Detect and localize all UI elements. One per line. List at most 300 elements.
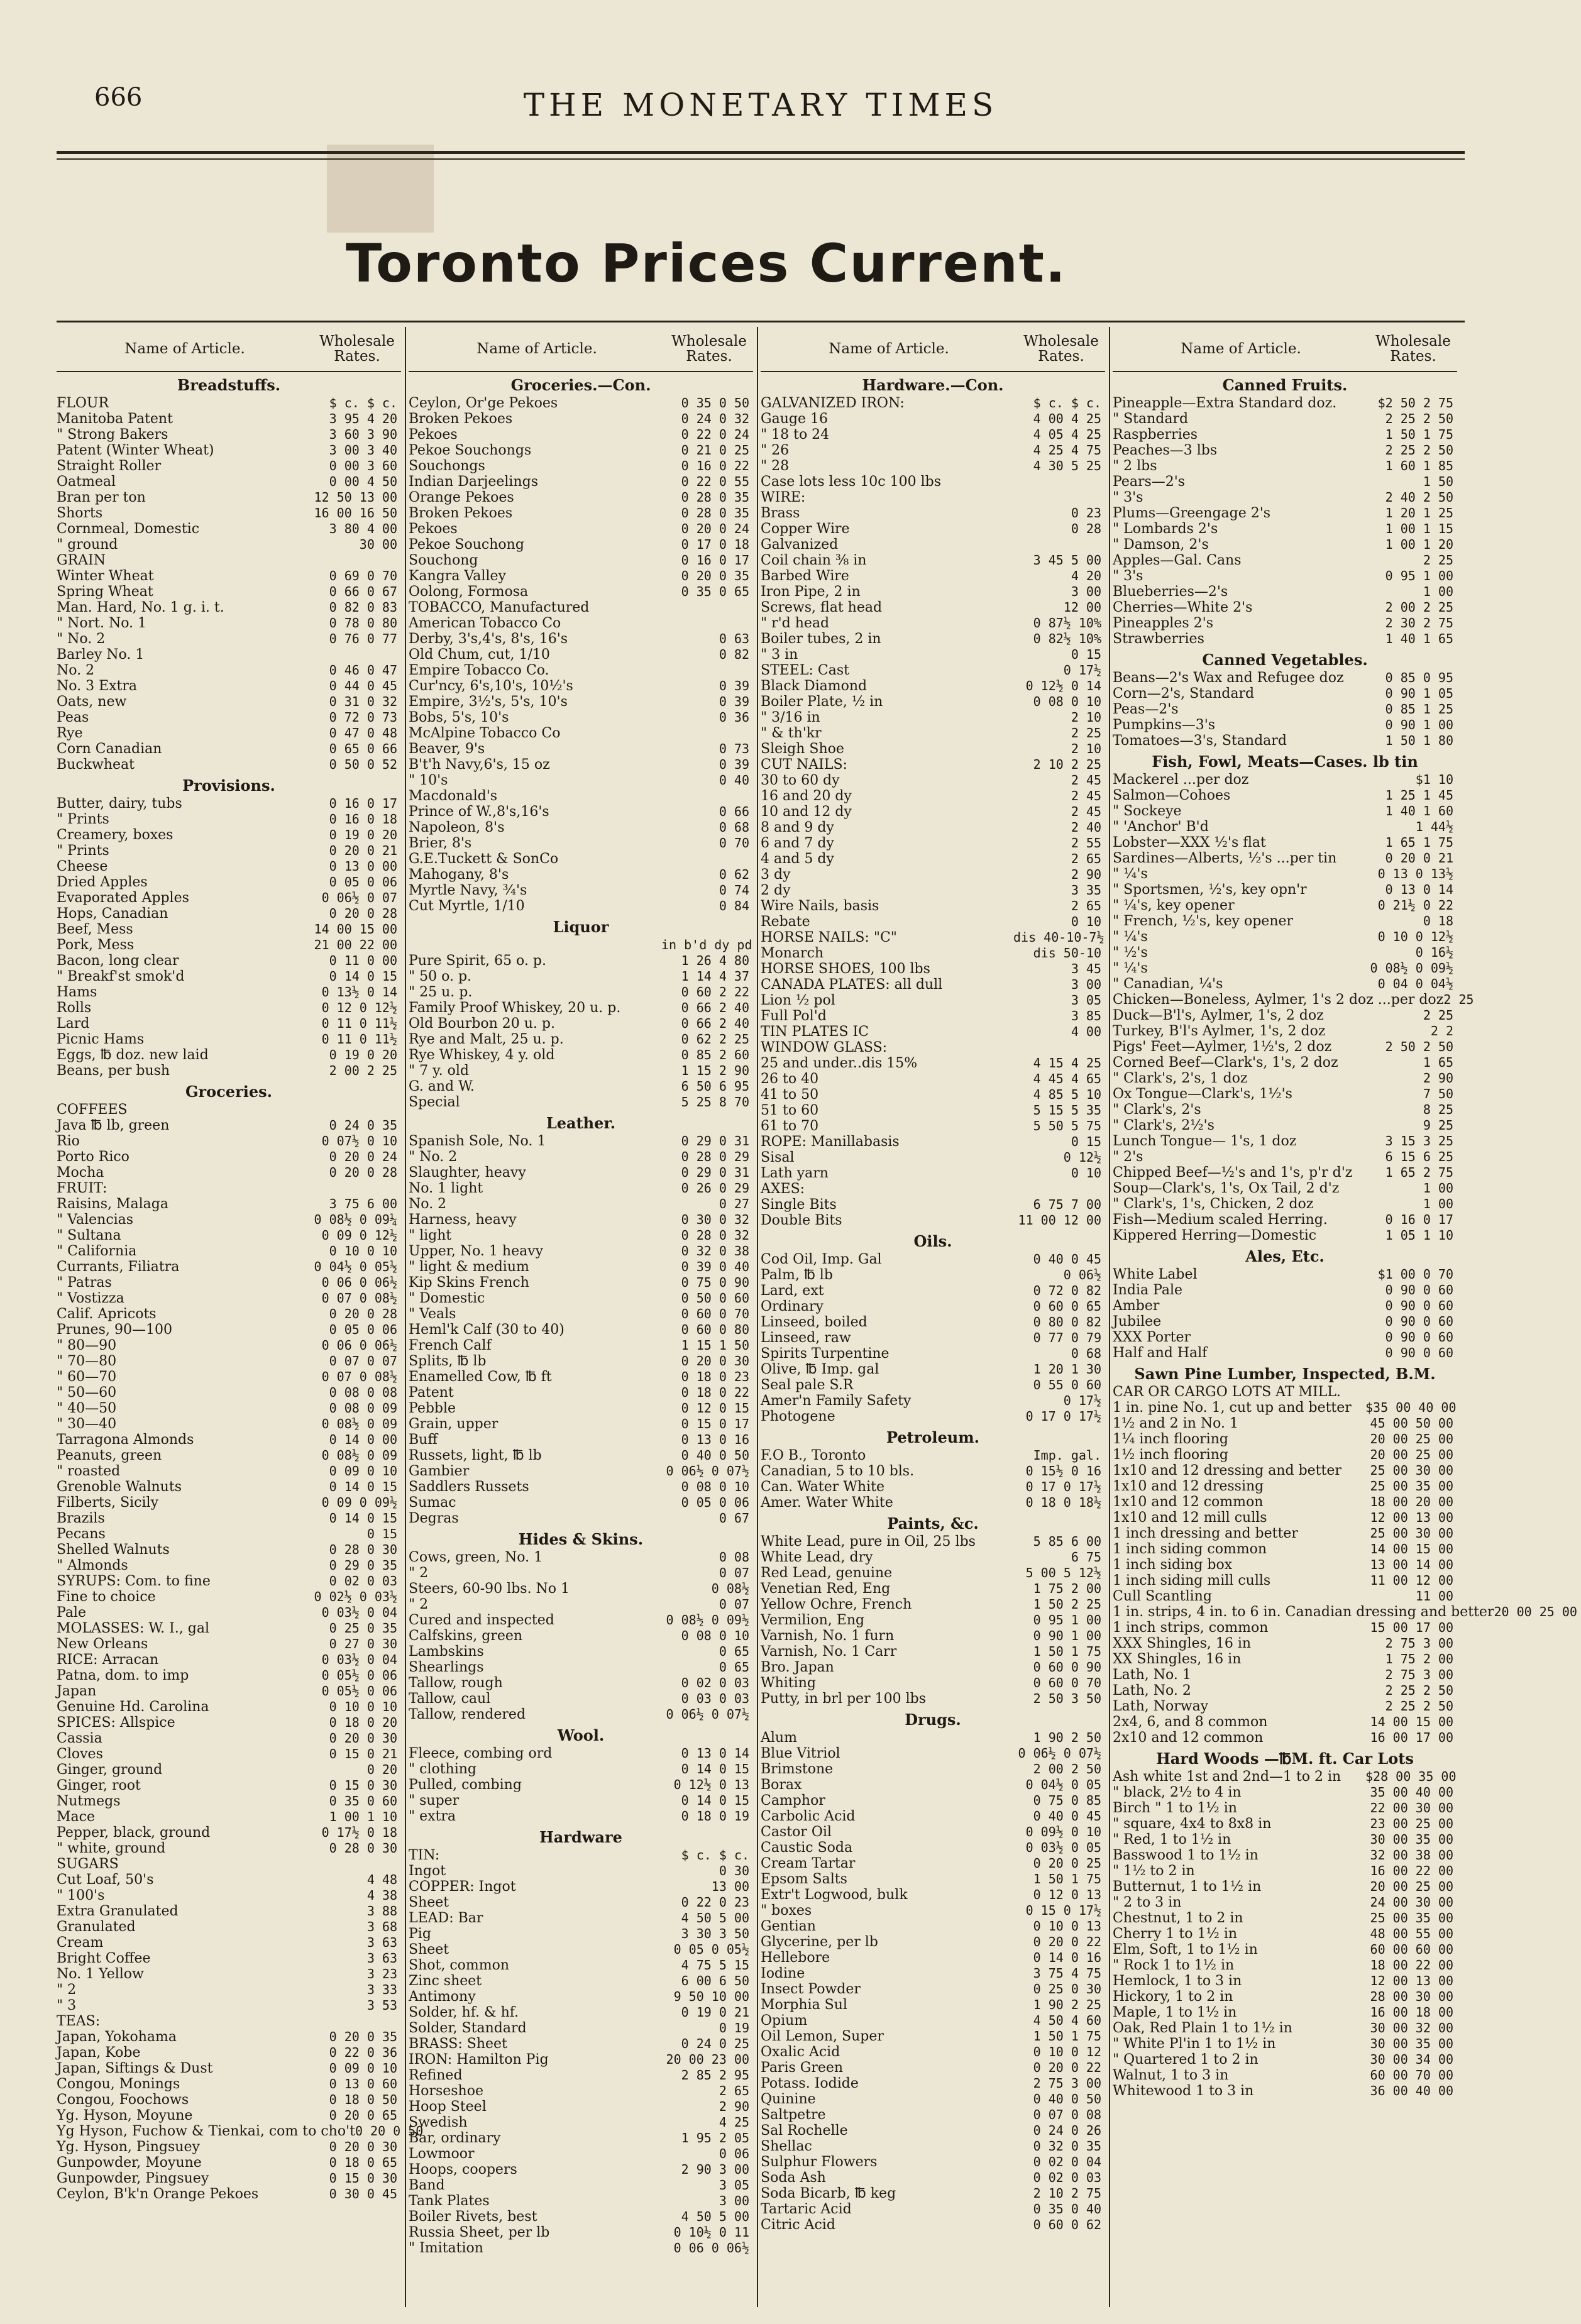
price-row xyxy=(57,1032,401,1047)
price-row xyxy=(57,937,401,953)
column-divider xyxy=(405,327,406,2307)
article-name: Basswood 1 to 1½ in xyxy=(1113,1848,1259,1863)
article-name: Beaver, 9's xyxy=(409,741,485,757)
article-name: Eggs, ℔ doz. new laid xyxy=(57,1047,209,1063)
price-row xyxy=(57,1621,401,1636)
article-name: TIN: xyxy=(409,1848,440,1863)
article-name: 1 inch dressing and better xyxy=(1113,1526,1298,1541)
price-row xyxy=(761,1903,1105,1919)
article-name: Barbed Wire xyxy=(761,568,849,584)
article-name: Single Bits xyxy=(761,1197,837,1213)
column-header xyxy=(1113,327,1457,372)
article-name: Sheet xyxy=(409,1895,449,1910)
column-divider xyxy=(1109,327,1110,2307)
price-row xyxy=(409,1259,753,1275)
wholesale-rate: 0 18 0 23 xyxy=(681,1369,749,1384)
wholesale-rate: 13 00 14 00 xyxy=(1370,1557,1453,1572)
price-row xyxy=(409,615,753,631)
price-row xyxy=(761,1997,1105,2013)
wholesale-rate: 25 00 30 00 xyxy=(1370,1526,1453,1541)
price-row xyxy=(57,1888,401,1903)
article-name: " Clark's, 2½'s xyxy=(1113,1118,1215,1133)
wholesale-rate: 0 28 0 30 xyxy=(329,1841,397,1856)
wholesale-rate: 0 39 xyxy=(719,678,749,693)
wholesale-rate: 1 75 2 00 xyxy=(1033,1581,1101,1596)
wholesale-rate: 0 35 0 50 xyxy=(681,395,749,410)
wholesale-rate: 0 06 0 06½ xyxy=(321,1275,397,1290)
article-name: Gambier xyxy=(409,1463,470,1479)
wholesale-rate: 0 28 0 29 xyxy=(681,1149,749,1164)
price-row xyxy=(409,883,753,898)
wholesale-rate: 24 00 30 00 xyxy=(1370,1895,1453,1910)
price-row xyxy=(1113,1895,1457,1910)
price-row xyxy=(409,1133,753,1149)
price-row xyxy=(57,1063,401,1079)
wholesale-rate: 1 05 1 10 xyxy=(1385,1228,1453,1243)
wholesale-rate: 4 75 5 15 xyxy=(681,1958,749,1973)
price-row xyxy=(761,2217,1105,2233)
price-row xyxy=(57,2155,401,2171)
price-row xyxy=(57,890,401,906)
wholesale-rate: 1 65 xyxy=(1423,1055,1453,1070)
wholesale-rate: 0 07 0 08 xyxy=(1033,2107,1101,2122)
wholesale-rate: 0 16 0 18 xyxy=(329,812,397,827)
wholesale-rate: 0 20 0 35 xyxy=(329,2029,397,2044)
wholesale-rate: 25 00 30 00 xyxy=(1370,1463,1453,1478)
wholesale-rate: 0 09 0 12½ xyxy=(321,1228,397,1243)
price-row xyxy=(409,1863,753,1879)
price-row xyxy=(57,1998,401,2013)
wholesale-rate: 0 05 0 06 xyxy=(681,1495,749,1510)
wholesale-rate: 3 45 xyxy=(1071,961,1101,976)
wholesale-rate: 2 2 xyxy=(1430,1023,1453,1038)
price-row xyxy=(1113,1008,1457,1023)
wholesale-rate: 0 05 0 05½ xyxy=(673,1942,749,1957)
article-name: Boiler tubes, 2 in xyxy=(761,631,881,647)
wholesale-rate: 0 14 0 16 xyxy=(1033,1950,1101,1965)
price-row xyxy=(761,1919,1105,1934)
wholesale-rate: 0 15 0 17 xyxy=(681,1416,749,1431)
wholesale-rate: 0 05 0 06 xyxy=(329,1322,397,1337)
article-name: Hickory, 1 to 2 in xyxy=(1113,1989,1233,2005)
wholesale-rate: 0 40 xyxy=(719,773,749,788)
article-name: 2x10 and 12 common xyxy=(1113,1730,1264,1746)
article-name: Broken Pekoes xyxy=(409,505,513,521)
article-name: Wire Nails, basis xyxy=(761,898,879,914)
price-row xyxy=(409,1000,753,1016)
article-name: Old Bourbon 20 u. p. xyxy=(409,1016,555,1032)
wholesale-rate: 0 06 0 06½ xyxy=(321,1338,397,1353)
article-name: Hoops, coopers xyxy=(409,2162,517,2178)
price-row xyxy=(57,1196,401,1212)
price-row xyxy=(1113,803,1457,819)
wholesale-rate: 3 85 xyxy=(1071,1008,1101,1023)
article-name: Filberts, Sicily xyxy=(57,1495,159,1511)
wholesale-rate: 3 88 xyxy=(366,1903,397,1919)
article-name: Calif. Apricots xyxy=(57,1306,157,1322)
price-row xyxy=(761,788,1105,804)
wholesale-rate: 0 07 0 08½ xyxy=(321,1291,397,1306)
price-row xyxy=(761,1024,1105,1040)
price-row xyxy=(409,1079,753,1094)
price-row xyxy=(57,1133,401,1149)
wholesale-rate: 12 00 xyxy=(1063,600,1101,615)
article-name: Pebble xyxy=(409,1401,456,1416)
article-name: Peas xyxy=(57,710,89,725)
price-row xyxy=(57,1872,401,1888)
wholesale-rate: 2 10 xyxy=(1071,741,1101,756)
wholesale-rate: 0 35 0 60 xyxy=(329,1793,397,1809)
price-row xyxy=(57,1212,401,1228)
price-row xyxy=(1113,1910,1457,1926)
wholesale-rate: 0 07½ 0 10 xyxy=(321,1133,397,1148)
price-row xyxy=(409,757,753,773)
article-name: Full Pol'd xyxy=(761,1008,827,1024)
price-row xyxy=(1113,1573,1457,1589)
wholesale-rate: 20 00 25 00 xyxy=(1494,1604,1577,1619)
price-row xyxy=(761,2091,1105,2107)
price-row xyxy=(409,1675,753,1691)
wholesale-rate: 0 15 0 21 xyxy=(329,1746,397,1761)
price-row xyxy=(57,1951,401,1966)
price-row xyxy=(409,2052,753,2068)
price-row xyxy=(409,1291,753,1306)
article-name: Seal pale S.R xyxy=(761,1377,854,1393)
wholesale-rate: 3 30 3 50 xyxy=(681,1926,749,1941)
article-name: 1 inch strips, common xyxy=(1113,1620,1269,1636)
wholesale-rate: 0 32 0 35 xyxy=(1033,2139,1101,2154)
article-name: 1½ inch flooring xyxy=(1113,1447,1228,1463)
article-name: Chicken—Boneless, Aylmer, 1's 2 doz ...per doz xyxy=(1113,992,1444,1008)
title-rule xyxy=(57,321,1465,322)
price-row xyxy=(409,1243,753,1259)
article-name: 61 to 70 xyxy=(761,1118,819,1134)
price-row xyxy=(57,1982,401,1998)
wholesale-rate: 1 50 1 80 xyxy=(1385,733,1453,748)
article-name: " ¼'s xyxy=(1113,866,1148,882)
price-row xyxy=(761,1071,1105,1087)
price-row xyxy=(57,710,401,725)
wholesale-rate: 0 10 0 12½ xyxy=(1377,929,1453,944)
article-name: Varnish, No. 1 Carr xyxy=(761,1644,897,1660)
article-name: " super xyxy=(409,1793,460,1809)
wholesale-rate: 0 20 0 24 xyxy=(329,1149,397,1164)
article-name: 1x10 and 12 dressing xyxy=(1113,1479,1264,1494)
article-name: Oats, new xyxy=(57,694,127,710)
article-name: HORSE NAILS: "C" xyxy=(761,930,897,945)
price-row xyxy=(1113,1651,1457,1667)
wholesale-rate: 0 84 xyxy=(719,898,749,913)
price-row xyxy=(409,2178,753,2193)
article-name: Pineapples 2's xyxy=(1113,615,1213,631)
wholesale-rate: 0 04½ 0 05½ xyxy=(314,1259,397,1274)
article-name: 51 to 60 xyxy=(761,1103,819,1118)
article-name: Picnic Hams xyxy=(57,1032,145,1047)
wholesale-rate: 0 13 0 00 xyxy=(329,859,397,874)
wholesale-rate: 0 95 1 00 xyxy=(1385,568,1453,583)
wholesale-rate: 0 20 0 22 xyxy=(1033,1934,1101,1949)
article-name: " extra xyxy=(409,1809,456,1824)
wholesale-rate: 0 66 2 40 xyxy=(681,1000,749,1015)
article-name: Butter, dairy, tubs xyxy=(57,796,182,812)
article-name: " 70—80 xyxy=(57,1353,117,1369)
article-name: Steers, 60-90 lbs. No 1 xyxy=(409,1581,570,1597)
price-row xyxy=(1113,2083,1457,2099)
article-name: " Clark's, 2's, 1 doz xyxy=(1113,1071,1248,1086)
article-name: Lard, ext xyxy=(761,1283,824,1299)
price-row xyxy=(409,647,753,663)
wholesale-rates-header: Wholesale Rates. xyxy=(1023,333,1099,365)
article-name: Japan, Yokohama xyxy=(57,2029,177,2045)
article-name: Barley No. 1 xyxy=(57,647,145,663)
wholesale-rate: 2 75 3 00 xyxy=(1033,2076,1101,2091)
article-name: Raspberries xyxy=(1113,427,1198,443)
wholesale-rate: 0 07 xyxy=(719,1565,749,1580)
price-row xyxy=(761,1267,1105,1283)
article-name: Ingot xyxy=(409,1863,446,1879)
article-name: Cheese xyxy=(57,859,108,874)
price-row xyxy=(1113,1730,1457,1746)
wholesale-rate: 0 18 0 50 xyxy=(329,2092,397,2107)
article-name: Raisins, Malaga xyxy=(57,1196,168,1212)
wholesale-rate: 0 17 0 17½ xyxy=(1025,1479,1101,1494)
article-name: " 50—60 xyxy=(57,1385,117,1401)
price-row xyxy=(761,1134,1105,1150)
wholesale-rate: dis 50-10 xyxy=(1033,945,1101,961)
price-row xyxy=(57,1338,401,1353)
wholesale-rate: 3 15 3 25 xyxy=(1385,1133,1453,1148)
price-row xyxy=(57,969,401,984)
wholesale-rate: 30 00 32 00 xyxy=(1370,2020,1453,2035)
article-name: " No. 2 xyxy=(57,631,106,647)
article-name: Lath yarn xyxy=(761,1165,829,1181)
wholesale-rate: $1 10 xyxy=(1415,772,1453,787)
article-name: Carbolic Acid xyxy=(761,1809,856,1824)
wholesale-rate: 0 11 0 00 xyxy=(329,953,397,968)
article-name: Tartaric Acid xyxy=(761,2201,852,2217)
article-name: Cured and inspected xyxy=(409,1612,554,1628)
article-name: Coil chain ⅜ in xyxy=(761,553,867,568)
wholesale-rate: 0 20 xyxy=(366,1762,397,1777)
article-name: Saddlers Russets xyxy=(409,1479,529,1495)
price-row xyxy=(1113,1958,1457,1973)
price-row xyxy=(761,1495,1105,1511)
wholesale-rate: 0 82 xyxy=(719,647,749,662)
price-row xyxy=(409,2115,753,2130)
price-row xyxy=(761,1165,1105,1181)
article-name: Splits, ℔ lb xyxy=(409,1353,487,1369)
wholesale-rate: 0 60 0 62 xyxy=(1033,2217,1101,2232)
wholesale-rate: 3 60 3 90 xyxy=(329,427,397,442)
wholesale-rate: 1 50 2 25 xyxy=(1033,1597,1101,1612)
article-name: " Canadian, ¼'s xyxy=(1113,976,1223,992)
article-name: Salmon—Cohoes xyxy=(1113,788,1231,803)
wholesale-rate: 0 28 0 30 xyxy=(329,1542,397,1557)
article-name: Pekoe Souchongs xyxy=(409,443,532,458)
price-row xyxy=(57,1291,401,1306)
wholesale-rate: 2 55 xyxy=(1071,835,1101,851)
price-row xyxy=(57,663,401,678)
wholesale-rate: 0 24 0 32 xyxy=(681,411,749,426)
article-name: Yellow Ochre, French xyxy=(761,1597,912,1612)
price-row xyxy=(57,1636,401,1652)
article-name: New Orleans xyxy=(57,1636,148,1652)
wholesale-rate: 0 39 xyxy=(719,694,749,709)
article-name: Ceylon, B'k'n Orange Pekoes xyxy=(57,2186,259,2202)
article-name: " black, 2½ to 4 in xyxy=(1113,1785,1242,1800)
wholesale-rate: 0 85 0 95 xyxy=(1385,670,1453,685)
price-row xyxy=(409,1989,753,2005)
wholesale-rate xyxy=(661,615,753,631)
wholesale-rate: 0 70 xyxy=(719,835,749,851)
wholesale-rate: 0 03½ 0 05 xyxy=(1025,1840,1101,1855)
price-row xyxy=(57,1306,401,1322)
wholesale-rate: 20 00 25 00 xyxy=(1370,1879,1453,1894)
price-row xyxy=(57,1181,401,1196)
article-name: Shearlings xyxy=(409,1660,484,1675)
article-name: " ¼'s xyxy=(1113,961,1148,976)
price-row xyxy=(57,1856,401,1872)
price-row xyxy=(409,1777,753,1793)
article-name: Screws, flat head xyxy=(761,600,883,615)
price-row xyxy=(761,1824,1105,1840)
price-row xyxy=(57,553,401,568)
article-name: 2 dy xyxy=(761,883,791,898)
wholesale-rate: 0 76 0 77 xyxy=(329,631,397,646)
wholesale-rate: 2 00 2 25 xyxy=(1385,600,1453,615)
wholesale-rate: 0 82½ 10% xyxy=(1033,631,1101,646)
section-title: Drugs. xyxy=(905,1710,961,1729)
article-name: Rolls xyxy=(57,1000,92,1016)
wholesale-rate: 0 04 0 04½ xyxy=(1377,976,1453,991)
article-name: Fleece, combing ord xyxy=(409,1746,553,1761)
article-name: Potass. Iodide xyxy=(761,2076,859,2091)
article-name: Chipped Beef—½'s and 1's, p'r d'z xyxy=(1113,1165,1353,1181)
article-name: Hemlock, 1 to 3 in xyxy=(1113,1973,1242,1989)
price-row xyxy=(761,2044,1105,2060)
price-row xyxy=(1113,1228,1457,1243)
wholesale-rate: 0 90 1 00 xyxy=(1033,1628,1101,1643)
wholesale-rate: 4 85 5 10 xyxy=(1033,1087,1101,1102)
price-row xyxy=(761,521,1105,537)
wholesale-rate: 2 10 xyxy=(1071,710,1101,725)
article-name: Cornmeal, Domestic xyxy=(57,521,200,537)
wholesale-rates-header: Wholesale Rates. xyxy=(319,333,395,365)
wholesale-rate: 0 08 0 10 xyxy=(681,1628,749,1643)
article-name: White Lead, pure in Oil, 25 lbs xyxy=(761,1534,976,1550)
article-name: Epsom Salts xyxy=(761,1871,847,1887)
price-row xyxy=(409,820,753,835)
price-row xyxy=(1113,1400,1457,1416)
price-row xyxy=(761,600,1105,615)
wholesale-rate: 1 00 1 15 xyxy=(1385,521,1453,536)
price-row xyxy=(1113,1314,1457,1330)
article-name: Rye xyxy=(57,725,83,741)
article-name: Galvanized xyxy=(761,537,839,553)
article-name: Pumpkins—3's xyxy=(1113,717,1216,733)
price-row xyxy=(57,1511,401,1526)
price-row xyxy=(1113,490,1457,505)
article-name: Palm, ℔ lb xyxy=(761,1267,833,1283)
wholesale-rate xyxy=(661,851,753,867)
price-row xyxy=(761,898,1105,914)
price-row xyxy=(1113,1832,1457,1848)
article-name: Refined xyxy=(409,2068,463,2083)
wholesale-rate: 2 10 2 25 xyxy=(1033,757,1101,772)
price-row xyxy=(57,1495,401,1511)
article-name: " Strong Bakers xyxy=(57,427,168,443)
price-row xyxy=(57,1542,401,1558)
wholesale-rate: 2 25 2 50 xyxy=(1385,411,1453,426)
article-name: COPPER: Ingot xyxy=(409,1879,516,1895)
article-name: Solder, Standard xyxy=(409,2020,527,2036)
article-name: Peaches—3 lbs xyxy=(1113,443,1218,458)
article-name: 10 and 12 dy xyxy=(761,804,852,820)
wholesale-rate: 60 00 60 00 xyxy=(1370,1942,1453,1957)
article-name: Walnut, 1 to 3 in xyxy=(1113,2068,1229,2083)
article-name: Mackerel ...per doz xyxy=(1113,772,1249,788)
wholesale-rate xyxy=(1013,1040,1105,1055)
wholesale-rate: 1 20 1 30 xyxy=(1033,1362,1101,1377)
price-row xyxy=(409,1707,753,1722)
price-row xyxy=(57,1573,401,1589)
wholesale-rate: 30 00 35 00 xyxy=(1370,2036,1453,2051)
price-row xyxy=(57,1526,401,1542)
price-row xyxy=(409,1181,753,1196)
wholesale-rate: 4 05 4 25 xyxy=(1033,427,1101,442)
price-row xyxy=(1113,882,1457,898)
price-row xyxy=(1113,411,1457,427)
wholesale-rate: 0 72 0 73 xyxy=(329,710,397,725)
article-name: Napoleon, 8's xyxy=(409,820,505,835)
price-row xyxy=(1113,851,1457,866)
wholesale-rate: 0 20 0 30 xyxy=(329,1731,397,1746)
article-name: Canadian, 5 to 10 bls. xyxy=(761,1463,915,1479)
wholesale-rate: 0 24 0 25 xyxy=(681,2036,749,2051)
wholesale-rate: 3 00 xyxy=(1071,584,1101,599)
wholesale-rate: 0 40 0 50 xyxy=(681,1448,749,1463)
price-row xyxy=(409,1644,753,1660)
article-name: " 25 u. p. xyxy=(409,984,473,1000)
price-row xyxy=(57,1353,401,1369)
wholesale-rate: 0 11 0 11½ xyxy=(321,1032,397,1047)
wholesale-rate: 0 74 xyxy=(719,883,749,898)
wholesale-rate: 2 85 2 95 xyxy=(681,2068,749,2083)
article-name: G. and W. xyxy=(409,1079,475,1094)
price-row xyxy=(409,1550,753,1565)
wholesale-rate xyxy=(1365,1384,1457,1400)
wholesale-rate: 0 10 xyxy=(1071,914,1101,929)
price-row xyxy=(761,647,1105,663)
wholesale-rate: 0 10½ 0 11 xyxy=(673,2225,749,2240)
wholesale-rate: 30 00 34 00 xyxy=(1370,2052,1453,2067)
price-row xyxy=(761,1966,1105,1981)
wholesale-rate: 0 10 xyxy=(1071,1165,1101,1181)
article-name: Winter Wheat xyxy=(57,568,154,584)
article-name: LEAD: Bar xyxy=(409,1910,483,1926)
article-name: Rebate xyxy=(761,914,810,930)
article-name: Congou, Foochows xyxy=(57,2092,189,2108)
wholesale-rate: 0 07 xyxy=(719,1597,749,1612)
wholesale-rate: 3 35 xyxy=(1071,883,1101,898)
wholesale-rate: 11 00 12 00 xyxy=(1370,1573,1453,1588)
wholesale-rate: 0 14 0 15 xyxy=(329,1479,397,1494)
wholesale-rate: 0 10 0 10 xyxy=(329,1243,397,1258)
wholesale-rate: 0 87½ 10% xyxy=(1033,615,1101,631)
article-name: Saltpetre xyxy=(761,2107,826,2123)
price-row xyxy=(57,859,401,874)
article-name: Oolong, Formosa xyxy=(409,584,529,600)
